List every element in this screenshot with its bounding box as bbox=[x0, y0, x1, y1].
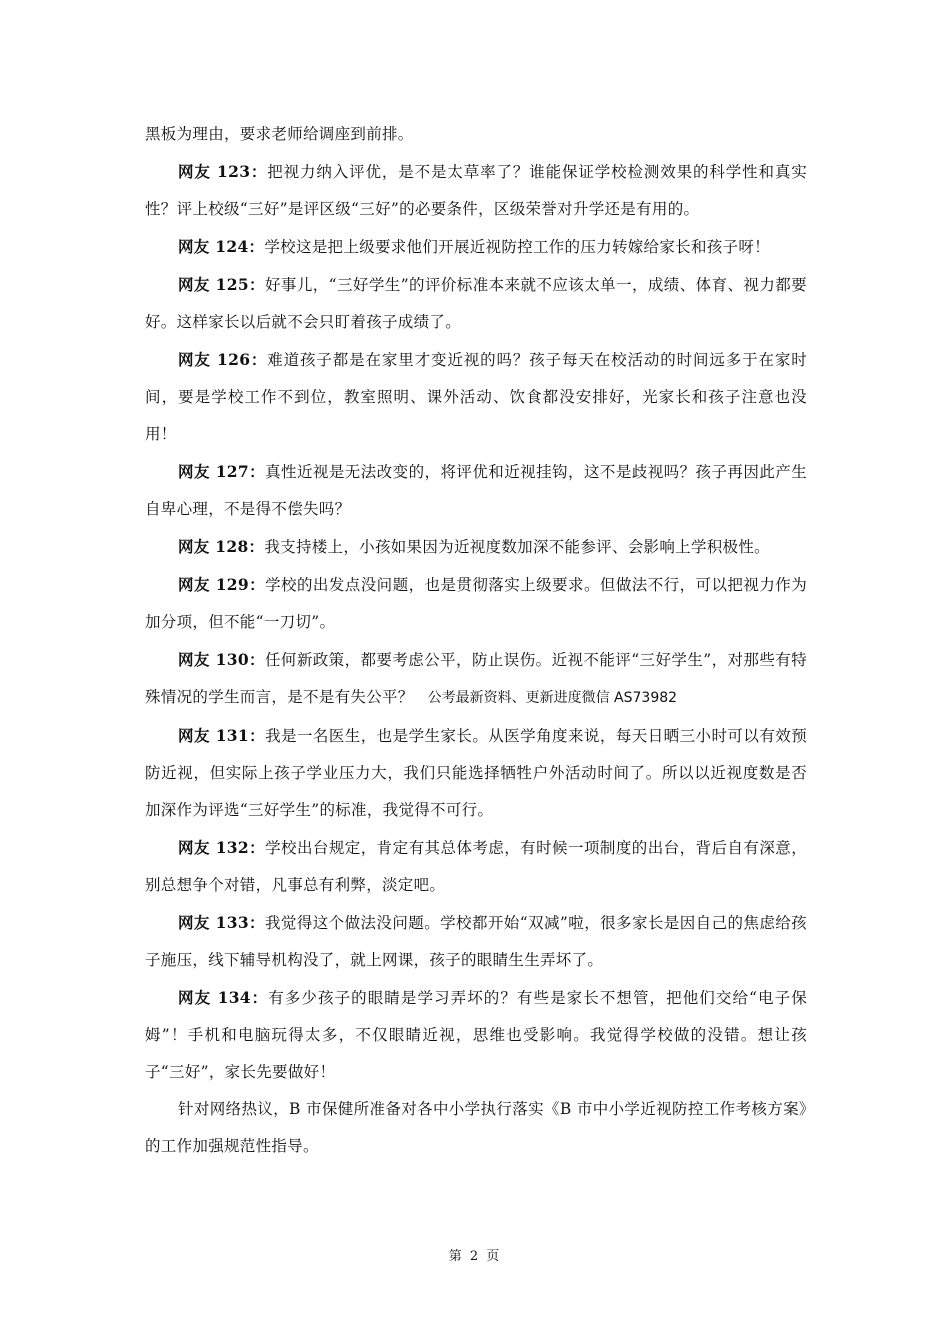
comment-129 bbox=[145, 566, 807, 641]
comment-speaker: 网友 134： bbox=[178, 988, 269, 1007]
comment-speaker: 网友 129： bbox=[178, 575, 266, 594]
comment-text: 有多少孩子的眼睛是学习弄坏的？有些是家长不想管，把他们交给“电子保姆”！手机和电脑玩得太多，不仅眼睛近视，思维也受影响。我觉得学校做的没错。想让孩子“三好”，家长先要做好！ bbox=[145, 989, 807, 1081]
comment-text: 好事儿，“三好学生”的评价标准本来就不应该太单一，成绩、体育、视力都要好。这样家长以后就不会只盯着孩子成绩了。 bbox=[145, 276, 807, 331]
comment-127 bbox=[145, 453, 807, 528]
comment-text: 学校的出发点没问题，也是贯彻落实上级要求。但做法不行，可以把视力作为加分项，但不能“一刀切”。 bbox=[145, 576, 808, 631]
comment-128 bbox=[145, 528, 807, 566]
comment-speaker: 网友 131： bbox=[178, 726, 266, 745]
comment-text: 任何新政策，都要考虑公平，防止误伤。近视不能评“三好学生”，对那些有特殊情况的学生而言，是不是有失公平？ bbox=[145, 651, 807, 706]
comment-131 bbox=[145, 717, 807, 829]
comment-text: 学校这是把上级要求他们开展近视防控工作的压力转嫁给家长和孩子呀！ bbox=[264, 238, 770, 256]
comment-text: 我觉得这个做法没问题。学校都开始“双减”啦，很多家长是因自己的焦虑给孩子施压，线下辅导机构没了，就上网课，孩子的眼睛生生弄坏了。 bbox=[145, 914, 807, 969]
comment-130 bbox=[145, 641, 807, 717]
comment-124 bbox=[145, 228, 807, 266]
closing-paragraph: 针对网络热议，B 市保健所准备对各中小学执行落实《B 市中小学近视防控工作考核方案》的工作加强规范性指导。 bbox=[145, 1100, 807, 1155]
comment-speaker: 网友 128： bbox=[178, 537, 265, 556]
comment-speaker: 网友 127： bbox=[178, 462, 266, 481]
comment-text: 学校出台规定，肯定有其总体考虑，有时候一项制度的出台，背后自有深意，别总想争个对错，凡事总有利弊，淡定吧。 bbox=[145, 839, 808, 894]
comment-speaker: 网友 132： bbox=[178, 838, 266, 857]
comment-speaker: 网友 130： bbox=[178, 650, 265, 669]
comment-speaker: 网友 133： bbox=[178, 913, 265, 932]
comment-speaker: 网友 124： bbox=[178, 237, 265, 256]
page-number: 第 2 页 bbox=[448, 1249, 502, 1264]
comment-126 bbox=[145, 341, 807, 453]
inline-note: 公考最新资料、更新进度微信 AS73982 bbox=[427, 690, 678, 706]
comment-123 bbox=[145, 153, 807, 228]
comment-134 bbox=[145, 979, 807, 1091]
comment-text: 真性近视是无法改变的，将评优和近视挂钩，这不是歧视吗？孩子再因此产生自卑心理，不是得不偿失吗？ bbox=[145, 463, 808, 518]
comment-125 bbox=[145, 266, 807, 341]
comment-133 bbox=[145, 904, 807, 979]
comment-132 bbox=[145, 829, 807, 904]
opening-paragraph: 黑板为理由，要求老师给调座到前排。 bbox=[145, 125, 414, 143]
comment-speaker: 网友 123： bbox=[178, 162, 268, 181]
document-body bbox=[145, 116, 807, 1165]
comment-text: 我支持楼上，小孩如果因为近视度数加深不能参评、会影响上学积极性。 bbox=[264, 538, 770, 556]
comment-text: 我是一名医生，也是学生家长。从医学角度来说，每天日晒三小时可以有效预防近视，但实际上孩子学业压力大，我们只能选择牺牲户外活动时间了。所以以近视度数是否加深作为评选“三好学生”的标准，我觉得不可行。 bbox=[145, 727, 808, 819]
comment-text: 难道孩子都是在家里才变近视的吗？孩子每天在校活动的时间远多于在家时间，要是学校工作不到位，教室照明、课外活动、饮食都没安排好，光家长和孩子注意也没用！ bbox=[145, 351, 808, 443]
comment-text: 把视力纳入评优，是不是太草率了？谁能保证学校检测效果的科学性和真实性？评上校级“三好”是评区级“三好”的必要条件，区级荣誉对升学还是有用的。 bbox=[145, 163, 808, 218]
comment-speaker: 网友 125： bbox=[178, 275, 265, 294]
comment-speaker: 网友 126： bbox=[178, 350, 268, 369]
